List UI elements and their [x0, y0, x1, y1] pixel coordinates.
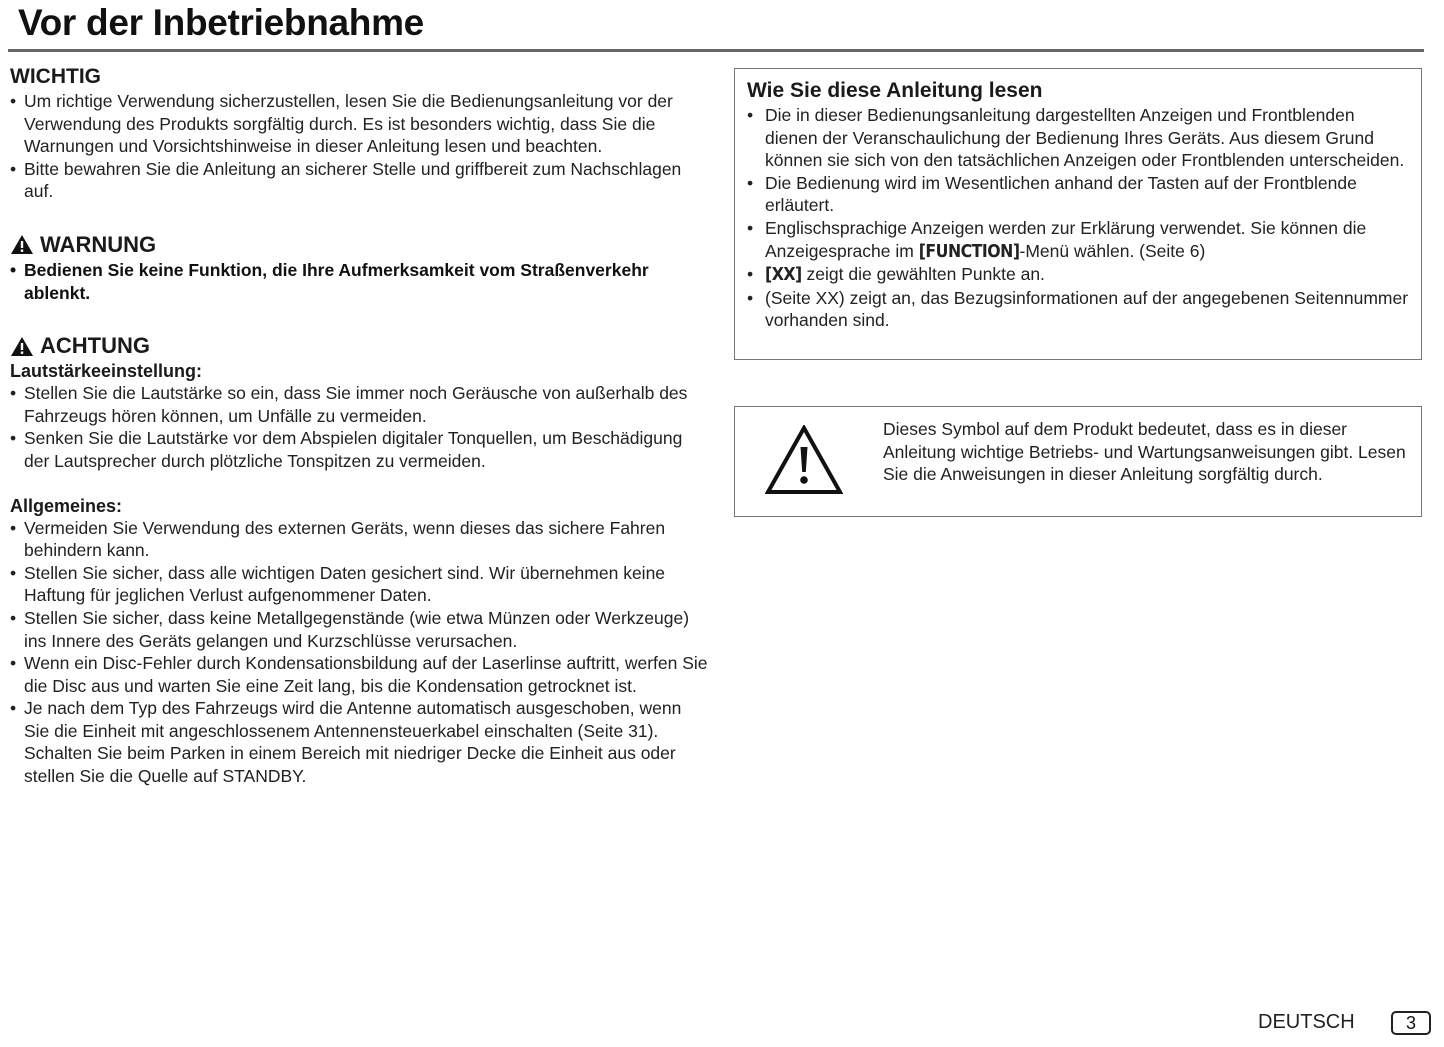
list-item: • Stellen Sie sicher, dass keine Metallgegenstände (wie etwa Münzen oder Werkzeuge) ins Innere des Geräts gelangen und Kurzschlüsse verursachen. [10, 607, 710, 652]
list-item: • Die in dieser Bedienungsanleitung dargestellten Anzeigen und Frontblenden dienen der Veranschaulichung der Bedienung Ihres Geräts. Aus diesem Grund können sie sich von den tatsächlichen Anzeigen oder Frontblenden unterscheiden. [747, 104, 1409, 172]
warnung-heading-label: WARNUNG [40, 231, 157, 257]
function-key-label: [FUNCTION] [918, 241, 1020, 262]
list-item: • (Seite XX) zeigt an, das Bezugsinformationen auf der angegebenen Seitennummer vorhanden sind. [747, 287, 1409, 332]
list-item [747, 217, 1409, 263]
howto-item3-text: Englischsprachige Anzeigen werden zur Erklärung verwendet. Sie können die Anzeigesprache im [765, 217, 1367, 261]
list-item: • Senken Sie die Lautstärke vor dem Abspielen digitaler Tonquellen, um Beschädigung der Lautsprecher durch plötzliche Tonspitzen zu vermeiden. [10, 427, 710, 472]
warning-triangle-icon [10, 234, 34, 255]
page-number: 3 [1391, 1011, 1431, 1035]
wichtig-heading: WICHTIG [10, 65, 101, 88]
list-item: • Bitte bewahren Sie die Anleitung an sicherer Stelle und griffbereit zum Nachschlagen auf. [10, 158, 710, 203]
wichtig-list [10, 90, 710, 203]
xx-key-label: [XX] [765, 265, 802, 286]
list-item [747, 263, 1409, 287]
warning-triangle-icon [765, 425, 843, 495]
list-item: • Bedienen Sie keine Funktion, die Ihre Aufmerksamkeit vom Straßenverkehr ablenkt. [10, 259, 710, 304]
list-item: • Vermeiden Sie Verwendung des externen Geräts, wenn dieses das sichere Fahren behindern kann. [10, 517, 710, 562]
howto-item3-suffix: -Menü wählen. (Seite 6) [1019, 240, 1206, 261]
list-item: • Stellen Sie die Lautstärke so ein, dass Sie immer noch Geräusche von außerhalb des Fahrzeugs hören können, um Unfälle zu vermeiden. [10, 382, 710, 427]
list-item: • Stellen Sie sicher, dass alle wichtigen Daten gesichert sind. Wir übernehmen keine Haftung für jeglichen Verlust aufgenommener Daten. [10, 562, 710, 607]
achtung-heading [10, 332, 710, 360]
achtung-heading-label: ACHTUNG [40, 333, 150, 359]
lautstaerke-list [10, 382, 710, 472]
symbol-box [734, 406, 1422, 517]
warnung-list [10, 259, 710, 304]
allgemeines-subheading: Allgemeines: [10, 495, 123, 516]
warning-triangle-icon [10, 336, 34, 357]
title-divider [8, 49, 1424, 52]
list-item: • Um richtige Verwendung sicherzustellen, lesen Sie die Bedienungsanleitung vor der Verwendung des Produkts sorgfältig durch. Es ist besonders wichtig, dass Sie die Warnungen und Vorsichtshinweise in dieser Anleitung lesen und beachten. [10, 90, 710, 158]
list-item: • Die Bedienung wird im Wesentlichen anhand der Tasten auf der Frontblende erläutert. [747, 172, 1409, 217]
howto-list [747, 104, 1409, 332]
lautstaerke-subheading: Lautstärkeeinstellung: [10, 361, 203, 382]
left-column [10, 64, 710, 788]
list-item: • Wenn ein Disc-Fehler durch Kondensationsbildung auf der Laserlinse auftritt, werfen Sie die Disc aus und warten Sie eine Zeit lang, bis die Kondensation getrocknet ist. [10, 652, 710, 697]
howto-box [734, 68, 1422, 360]
allgemeines-list [10, 517, 710, 788]
warnung-heading [10, 231, 710, 259]
page-title: Vor der Inbetriebnahme [18, 2, 424, 43]
howto-item4-text: zeigt die gewählten Punkte an. [801, 264, 1045, 285]
footer-language: DEUTSCH [1258, 1011, 1355, 1033]
howto-heading: Wie Sie diese Anleitung lesen [747, 79, 1043, 102]
symbol-description: Dieses Symbol auf dem Produkt bedeutet, dass es in dieser Anleitung wichtige Betriebs- und Wartungsanweisungen gibt. Lesen Sie die Anweisungen in dieser Anleitung sorgfältig durch. [883, 419, 1406, 485]
list-item: • Je nach dem Typ des Fahrzeugs wird die Antenne automatisch ausgeschoben, wenn Sie die Einheit mit angeschlossenem Antennensteuerkabel einschalten (Seite 31). Schalten Sie beim Parken in einem Bereich mit niedriger Decke die Einheit aus oder stellen Sie die Quelle auf STANDBY. [10, 697, 710, 787]
